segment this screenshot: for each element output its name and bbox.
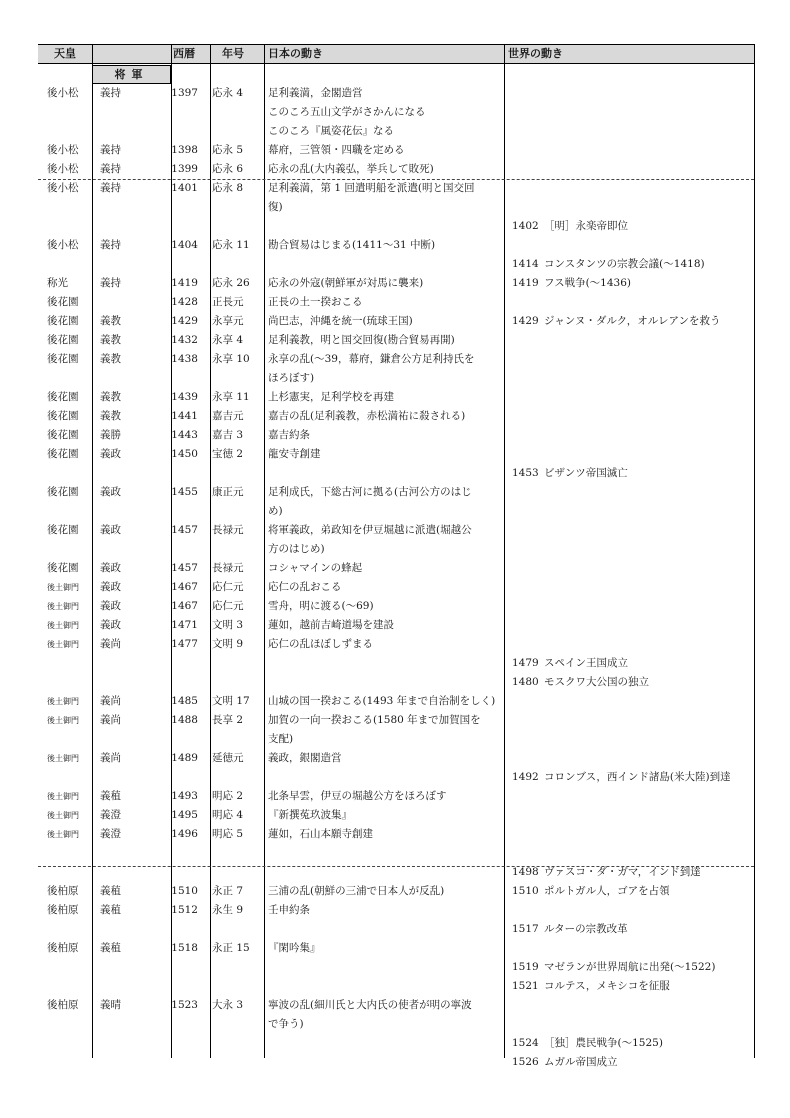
cell-year: 1441 [171,410,198,422]
cell-japan: 足利義満，金閣造営 [268,87,363,99]
cell-era: 嘉吉 3 [212,429,244,441]
cell-year: 1438 [171,353,198,365]
table-row [38,844,754,863]
cell-era: 永享 11 [212,391,250,403]
cell-world: ビザンツ帝国滅亡 [544,467,628,479]
table-row [38,198,754,217]
cell-era: 応永 6 [212,163,244,175]
header-emperor: 天皇 [54,47,76,60]
cell-shogun: 義持 [100,277,121,289]
table-row [38,445,754,464]
cell-world: スペイン王国成立 [544,657,628,669]
table-row [38,426,754,445]
cell-era: 延徳元 [212,752,244,764]
cell-japan: 山城の国一揆おこる(1493 年まで自治制をしく) [268,695,496,707]
cell-japan: 足利義教，明と国交回復(勘合貿易再開) [268,334,455,346]
table-row [38,635,754,654]
cell-emperor: 後小松 [47,163,79,175]
cell-wyear: 1479 [512,657,539,669]
cell-era: 永生 9 [212,904,244,916]
cell-era: 嘉吉元 [212,410,244,422]
table-row [38,977,754,996]
cell-era: 永享 10 [212,353,250,365]
cell-japan: 蓮如，石山本願寺創建 [268,828,373,840]
cell-japan: 蓮如，越前吉崎道場を建設 [268,619,394,631]
table-row [38,331,754,350]
cell-era: 永享 4 [212,334,244,346]
cell-shogun: 義稙 [100,790,121,802]
cell-shogun: 義教 [100,353,121,365]
cell-era: 応永 26 [212,277,250,289]
cell-year: 1467 [171,581,198,593]
cell-shogun: 義稙 [100,885,121,897]
table-row [38,1034,754,1053]
cell-japan: 壬申約条 [268,904,310,916]
table-row [38,388,754,407]
cell-japan: 支配) [268,733,294,745]
cell-era: 明応 5 [212,828,244,840]
table-row [38,673,754,692]
cell-year: 1439 [171,391,198,403]
cell-shogun: 義澄 [100,828,121,840]
cell-year: 1443 [171,429,198,441]
cell-japan: 嘉吉の乱(足利義教，赤松満祐に殺される) [268,410,466,422]
cell-japan: 勘合貿易はじまる(1411〜31 中断) [268,239,436,251]
cell-japan: 応仁の乱ほぼしずまる [268,638,373,650]
table-row [38,274,754,293]
cell-shogun: 義澄 [100,809,121,821]
cell-year: 1523 [171,999,198,1011]
cell-year: 1477 [171,638,198,650]
cell-shogun: 義晴 [100,999,121,1011]
cell-year: 1404 [171,239,198,251]
table-row [38,787,754,806]
cell-shogun: 義教 [100,391,121,403]
cell-era: 応仁元 [212,600,244,612]
cell-year: 1398 [171,144,198,156]
cell-world: ムガル帝国成立 [544,1056,618,1068]
cell-shogun: 義持 [100,239,121,251]
cell-era: 応永 5 [212,144,244,156]
cell-world: コルテス，メキシコを征服 [544,980,670,992]
cell-wyear: 1492 [512,771,539,783]
cell-wyear: 1524 [512,1037,539,1049]
cell-emperor: 後花園 [47,448,79,460]
cell-emperor: 後小松 [47,239,79,251]
cell-japan: で争う) [268,1018,304,1030]
cell-japan: ほろぼす) [268,372,315,384]
cell-year: 1518 [171,942,198,954]
cell-year: 1493 [171,790,198,802]
cell-year: 1401 [171,182,198,194]
table-row [38,1015,754,1034]
table-row [38,806,754,825]
cell-emperor: 後土御門 [47,602,79,611]
table-row [38,350,754,369]
header-era: 年号 [222,47,244,60]
cell-year: 1489 [171,752,198,764]
cell-year: 1496 [171,828,198,840]
header-japan: 日本の動き [268,47,323,60]
table-row [38,122,754,141]
cell-shogun: 義持 [100,182,121,194]
cell-era: 文明 3 [212,619,244,631]
table-row [38,730,754,749]
table-row [38,711,754,730]
cell-year: 1512 [171,904,198,916]
cell-year: 1397 [171,87,198,99]
cell-japan: コシャマインの蜂起 [268,562,363,574]
cell-japan: 上杉憲実，足利学校を再建 [268,391,394,403]
cell-era: 応仁元 [212,581,244,593]
cell-era: 永享元 [212,315,244,327]
cell-japan: 将軍義政，弟政知を伊豆堀越に派遣(堀越公 [268,524,472,536]
cell-emperor: 後花園 [47,315,79,327]
cell-world: ［独］農民戦争(〜1525) [544,1037,663,1049]
cell-shogun: 義政 [100,524,121,536]
table-row [38,578,754,597]
cell-era: 長禄元 [212,524,244,536]
cell-shogun: 義教 [100,315,121,327]
cell-shogun: 義持 [100,163,121,175]
cell-year: 1419 [171,277,198,289]
cell-japan: 足利成氏，下総古河に拠る(古河公方のはじ [268,486,472,498]
table-row [38,616,754,635]
cell-emperor: 後柏原 [47,885,79,897]
cell-world: ルターの宗教改革 [544,923,628,935]
cell-wyear: 1517 [512,923,539,935]
table-row [38,84,754,103]
table-row [38,920,754,939]
cell-emperor: 後小松 [47,87,79,99]
cell-era: 永正 7 [212,885,244,897]
cell-emperor: 後柏原 [47,904,79,916]
table-row [38,141,754,160]
cell-emperor: 後花園 [47,524,79,536]
cell-shogun: 義尚 [100,752,121,764]
table-header [38,44,754,64]
table-row [38,996,754,1015]
cell-year: 1467 [171,600,198,612]
header-western-year: 西暦 [173,47,195,60]
cell-year: 1428 [171,296,198,308]
cell-era: 文明 9 [212,638,244,650]
table-row [38,369,754,388]
header-world: 世界の動き [508,47,563,60]
cell-world: コロンブス，西インド諸島(米大陸)到達 [544,771,731,783]
cell-world: ヴァスコ・ダ・ガマ，インド到達 [544,866,701,878]
cell-japan: このころ五山文学がさかんになる [268,106,426,118]
cell-year: 1457 [171,562,198,574]
cell-japan: このころ『風姿花伝』なる [268,125,394,137]
cell-emperor: 後小松 [47,144,79,156]
cell-wyear: 1526 [512,1056,539,1068]
cell-era: 正長元 [212,296,244,308]
cell-shogun: 義持 [100,144,121,156]
cell-emperor: 後土御門 [47,792,79,801]
cell-japan: 尚巴志，沖縄を統一(琉球王国) [268,315,413,327]
cell-year: 1488 [171,714,198,726]
cell-japan: 応永の外寇(朝鮮軍が対馬に襲来) [268,277,424,289]
cell-wyear: 1521 [512,980,539,992]
cell-shogun: 義政 [100,600,121,612]
cell-emperor: 後花園 [47,410,79,422]
cell-japan: 応仁の乱おこる [268,581,342,593]
cell-emperor: 後花園 [47,334,79,346]
cell-emperor: 後土御門 [47,640,79,649]
table-row [38,939,754,958]
column-divider [754,44,755,1058]
table-row [38,103,754,122]
cell-emperor: 後小松 [47,182,79,194]
cell-era: 大永 3 [212,999,244,1011]
cell-shogun: 義政 [100,619,121,631]
table-row [38,407,754,426]
cell-japan: 『閑吟集』 [268,942,321,954]
cell-wyear: 1429 [512,315,539,327]
cell-world: ［明］永楽帝即位 [544,220,628,232]
table-row [38,1053,754,1072]
table-row [38,958,754,977]
cell-world: モスクワ大公国の独立 [544,676,649,688]
cell-wyear: 1402 [512,220,539,232]
cell-year: 1455 [171,486,198,498]
cell-japan: 嘉吉約条 [268,429,310,441]
cell-japan: 方のはじめ) [268,543,325,555]
cell-japan: 正長の土一揆おこる [268,296,363,308]
cell-shogun: 義尚 [100,695,121,707]
table-row [38,483,754,502]
cell-year: 1432 [171,334,198,346]
cell-year: 1450 [171,448,198,460]
cell-japan: 北条早雲，伊豆の堀越公方をほろぼす [268,790,447,802]
cell-emperor: 後土御門 [47,754,79,763]
table-row [38,597,754,616]
cell-shogun: 義政 [100,448,121,460]
cell-emperor: 後土御門 [47,830,79,839]
cell-japan: 雪舟，明に渡る(〜69) [268,600,374,612]
cell-emperor: 後土御門 [47,583,79,592]
cell-japan: 幕府，三管領・四職を定める [268,144,405,156]
cell-japan: 龍安寺創建 [268,448,321,460]
cell-shogun: 義尚 [100,714,121,726]
table-row [38,502,754,521]
cell-era: 長禄元 [212,562,244,574]
table-row [38,692,754,711]
cell-shogun: 義尚 [100,638,121,650]
cell-shogun: 義教 [100,410,121,422]
header-shogun: 将軍 [92,65,171,84]
cell-wyear: 1414 [512,258,539,270]
cell-year: 1429 [171,315,198,327]
cell-year: 1399 [171,163,198,175]
cell-wyear: 1453 [512,467,539,479]
table-row [38,160,754,179]
cell-world: マゼランが世界周航に出発(〜1522) [544,961,716,973]
cell-emperor: 後土御門 [47,697,79,706]
cell-japan: 三浦の乱(朝鮮の三浦で日本人が反乱) [268,885,445,897]
cell-wyear: 1419 [512,277,539,289]
cell-emperor: 後花園 [47,353,79,365]
table-row [38,863,754,882]
chronology-table [38,44,754,1068]
cell-shogun: 義政 [100,581,121,593]
cell-emperor: 後柏原 [47,942,79,954]
cell-world: フス戦争(〜1436) [544,277,631,289]
cell-emperor: 後土御門 [47,716,79,725]
cell-emperor: 後花園 [47,562,79,574]
cell-emperor: 後花園 [47,391,79,403]
cell-era: 宝徳 2 [212,448,244,460]
cell-era: 明応 4 [212,809,244,821]
cell-world: ジャンヌ・ダルク，オルレアンを救う [544,315,721,327]
cell-japan: 義政，銀閣造営 [268,752,342,764]
table-row [38,768,754,787]
cell-year: 1471 [171,619,198,631]
cell-era: 明応 2 [212,790,244,802]
cell-japan: 復) [268,201,283,213]
cell-emperor: 後柏原 [47,999,79,1011]
cell-wyear: 1480 [512,676,539,688]
cell-year: 1510 [171,885,198,897]
cell-emperor: 後花園 [47,486,79,498]
cell-year: 1485 [171,695,198,707]
cell-japan: め) [268,505,283,517]
table-row [38,521,754,540]
cell-japan: 寧波の乱(細川氏と大内氏の使者が明の寧波 [268,999,472,1011]
cell-emperor: 後花園 [47,296,79,308]
cell-emperor: 後花園 [47,429,79,441]
table-row [38,312,754,331]
table-row [38,654,754,673]
table-row [38,255,754,274]
cell-shogun: 義教 [100,334,121,346]
table-row [38,236,754,255]
table-row [38,540,754,559]
cell-era: 文明 17 [212,695,250,707]
cell-shogun: 義持 [100,87,121,99]
cell-japan: 応永の乱(大内義弘，挙兵して敗死) [268,163,434,175]
table-row [38,882,754,901]
table-row [38,825,754,844]
cell-era: 康正元 [212,486,244,498]
cell-year: 1495 [171,809,198,821]
cell-year: 1457 [171,524,198,536]
table-row [38,217,754,236]
cell-japan: 足利義満，第 1 回遣明船を派遣(明と国交回 [268,182,475,194]
cell-world: ポルトガル人，ゴアを占領 [544,885,670,897]
cell-shogun: 義稙 [100,904,121,916]
cell-shogun: 義勝 [100,429,121,441]
cell-era: 長享 2 [212,714,244,726]
cell-world: コンスタンツの宗教会議(〜1418) [544,258,705,270]
table-row [38,749,754,768]
cell-shogun: 義政 [100,486,121,498]
cell-shogun: 義政 [100,562,121,574]
cell-era: 応永 11 [212,239,250,251]
cell-era: 応永 4 [212,87,244,99]
cell-wyear: 1510 [512,885,539,897]
cell-wyear: 1498 [512,866,539,878]
table-row [38,179,754,198]
cell-emperor: 称光 [47,277,68,289]
cell-shogun: 義稙 [100,942,121,954]
cell-era: 永正 15 [212,942,250,954]
cell-japan: 『新撰菟玖波集』 [268,809,352,821]
table-row [38,464,754,483]
cell-wyear: 1519 [512,961,539,973]
table-row [38,559,754,578]
cell-japan: 加賀の一向一揆おこる(1580 年まで加賀国を [268,714,481,726]
table-row [38,293,754,312]
table-row [38,901,754,920]
cell-emperor: 後土御門 [47,621,79,630]
cell-era: 応永 8 [212,182,244,194]
cell-emperor: 後土御門 [47,811,79,820]
cell-japan: 永享の乱(〜39，幕府，鎌倉公方足利持氏を [268,353,475,365]
